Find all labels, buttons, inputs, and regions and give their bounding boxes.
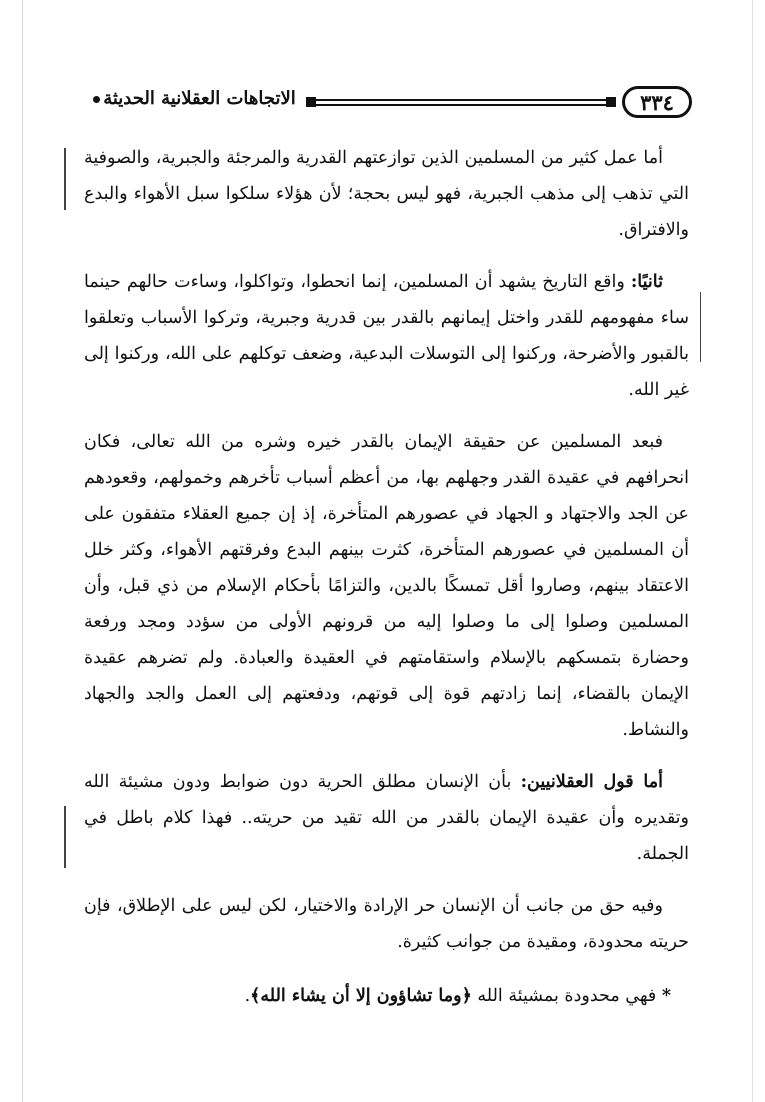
paragraph-lead: أما قول العقلانيين: (520, 772, 663, 792)
running-header (82, 82, 692, 126)
star-bullet: * (661, 986, 671, 1006)
book-title-text: الاتجاهات العقلانية الحديثة (103, 88, 296, 109)
scan-edge-right (752, 0, 753, 1102)
paragraph (84, 764, 689, 872)
final-line-text: فهي محدودة بمشيئة الله (471, 986, 662, 1006)
paragraph-lead: ثانيًا: (630, 272, 663, 292)
margin-mark (64, 148, 66, 210)
header-rule (314, 99, 608, 106)
paragraph (84, 264, 689, 408)
header-square-icon (306, 97, 316, 107)
margin-mark (700, 292, 701, 362)
paragraph-text: بأن الإنسان مطلق الحرية دون ضوابط ودون مشيئة الله وتقديره وأن عقيدة الإيمان بالقدر من الله تقيد من حريته.. فهذا كلام باطل في الجملة. (84, 772, 689, 864)
final-line-end: . (244, 986, 251, 1006)
bullet-icon (93, 96, 100, 103)
paragraph (84, 424, 689, 748)
paragraph-text: واقع التاريخ يشهد أن المسلمين، إنما انحطوا، وتواكلوا، وساءت حالهم حينما ساء مفهومهم للقدر واختل إيمانهم بالقدر بين قدرية وجبرية، وتركوا الأسباب وتعلقوا بالقبور والأضرحة، وركنوا إلى التوسلات البدعية، وضعف توكلهم على الله، وركنوا إلى غير الله. (84, 272, 689, 400)
page-body (84, 140, 689, 1030)
margin-mark (64, 806, 66, 868)
page-number: ٣٣٤ (622, 86, 692, 118)
book-title (82, 88, 304, 109)
quran-verse: ﴿وما تشاؤون إلا أن يشاء الله﴾ (250, 986, 472, 1006)
paragraph-text: وفيه حق من جانب أن الإنسان حر الإرادة والاختيار، لكن ليس على الإطلاق، فإن حريته محدودة، ومقيدة من جوانب كثيرة. (84, 896, 689, 952)
paragraph (84, 140, 689, 248)
paragraph (84, 888, 689, 960)
final-line (84, 978, 689, 1014)
paragraph-text: فبعد المسلمين عن حقيقة الإيمان بالقدر خيره وشره من الله تعالى، فكان انحرافهم في عقيدة القدر وجهلهم بها، من أعظم أسباب تأخرهم وخمولهم، وقعودهم عن الجد والاجتهاد و الجهاد في عصورهم المتأخرة، إذ إن جميع العقلاء متفقون على أن المسلمين في عصورهم المتأخرة، كثرت بينهم البدع وفرقتهم الأهواء، وكثر خلل الاعتقاد بينهم، وصاروا أقل تمسكًا بالدين، والتزامًا بأحكام الإسلام من ذي قبل، وأن المسلمين وصلوا إلى ما وصلوا إليه من قرونهم الأولى من سؤدد ومجد ورفعة وحضارة بتمسكهم بالإسلام واستقامتهم في العقيدة والعبادة. ولم تضرهم عقيدة الإيمان بالقضاء، إنما زادتهم قوة إلى قوتهم، ودفعتهم إلى العمل والجد والجهاد والنشاط. (84, 432, 689, 740)
scan-edge-left (22, 0, 23, 1102)
paragraph-text: أما عمل كثير من المسلمين الذين توازعتهم القدرية والمرجئة والجبرية، والصوفية التي تذهب إلى مذهب الجبرية، فهو ليس بحجة؛ لأن هؤلاء سلكوا سبل الأهواء والبدع والافتراق. (84, 148, 689, 240)
